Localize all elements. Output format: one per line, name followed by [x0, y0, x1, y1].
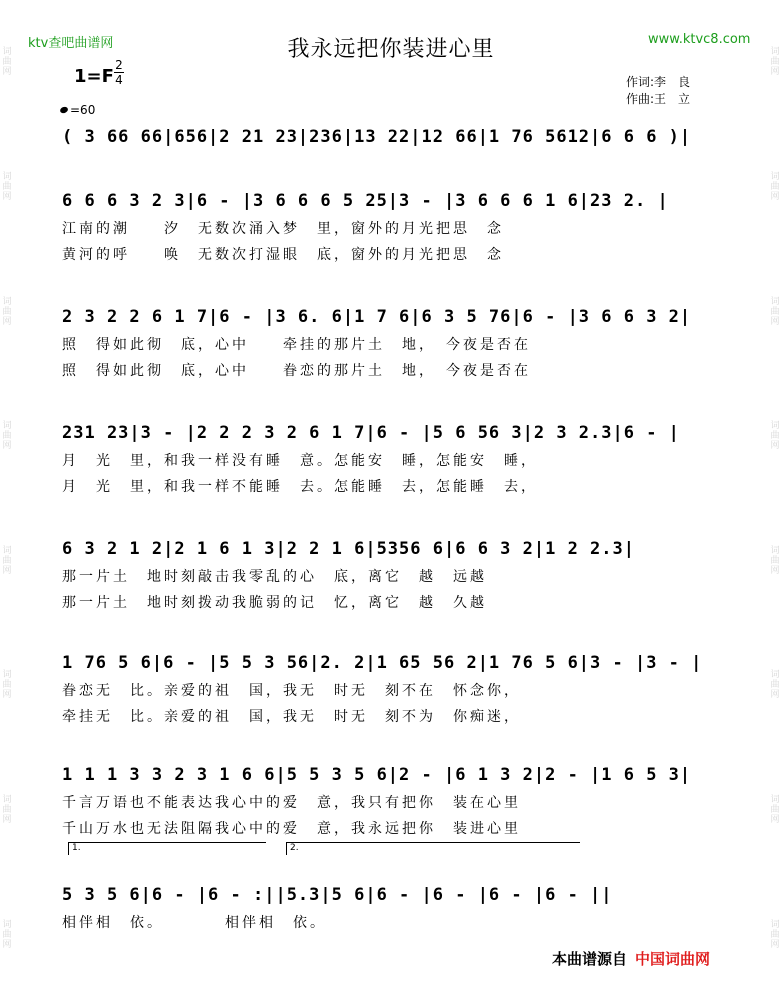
side-watermark: 词 曲 网 [2, 296, 12, 327]
notation-line: 1 1 1 3 3 2 3 1 6 6|5 5 3 5 6|2 - |6 1 3 2|2 - |1 6 5 3| [62, 765, 692, 785]
side-watermark: 词 曲 网 [770, 421, 780, 452]
lyric-line: 月 光 里，和我一样不能睡 去。怎能睡 去，怎能睡 去， [62, 479, 538, 495]
side-watermark: 词 曲 网 [2, 919, 12, 950]
site-watermark-right: www.ktvc8.com [648, 32, 751, 47]
time-signature [114, 58, 124, 87]
lyric-line: 牵挂无 比。亲爱的祖 国，我无 时无 刻不为 你痴迷， [62, 709, 521, 725]
side-watermark: 词 曲 网 [770, 296, 780, 327]
side-watermark: 词 曲 网 [770, 171, 780, 202]
lyric-line: 千山万水也无法阻隔我心中的爱 意，我永远把你 装进心里 [62, 821, 521, 837]
quarter-note-icon [59, 106, 69, 114]
source-label: 本曲谱源自 [552, 950, 628, 968]
lyricist: 作词:李 良 [626, 75, 691, 89]
lyric-line: 江南的潮 汐 无数次涌入梦 里，窗外的月光把思 念 [62, 221, 504, 237]
composer: 作曲:王 立 [626, 92, 691, 106]
tempo-marking [60, 103, 95, 117]
side-watermark: 词 曲 网 [2, 171, 12, 202]
side-watermark: 词 曲 网 [2, 795, 12, 826]
lyric-line: 月 光 里，和我一样没有睡 意。怎能安 睡，怎能安 睡， [62, 453, 538, 469]
side-watermark: 词 曲 网 [2, 545, 12, 576]
notation-line: 6 6 6 3 2 3|6 - |3 6 6 6 5 25|3 - |3 6 6 6 1 6|23 2. | [62, 191, 669, 211]
lyric-line: 照 得如此彻 底，心中 牵挂的那片土 地， 今夜是否在 [62, 337, 531, 353]
score-system [62, 534, 732, 616]
key-signature: 1=F [74, 66, 114, 87]
score-system [62, 186, 732, 268]
lyric-line: 相伴相 依。 相伴相 依。 [62, 915, 327, 931]
volta-bracket-2: 2. [286, 842, 580, 855]
notation-line: ( 3 66 66|656|2 21 23|236|13 22|12 66|1 76 5612|6 6 6 )| [62, 127, 692, 147]
time-sig-bottom: 4 [115, 73, 123, 87]
source-link[interactable]: 中国词曲网 [635, 950, 711, 968]
score-system [62, 302, 732, 384]
song-title: 我永远把你装进心里 [287, 37, 495, 62]
time-sig-top: 2 [115, 58, 123, 72]
notation-line: 5 3 5 6|6 - |6 - :||5.3|5 6|6 - |6 - |6 - |6 - || [62, 885, 613, 905]
side-watermark: 词 曲 网 [2, 421, 12, 452]
lyric-line: 黄河的呼 唤 无数次打湿眼 底，窗外的月光把思 念 [62, 247, 504, 263]
left-watermark-strip [0, 0, 14, 997]
credits [626, 74, 690, 108]
lyric-line: 那一片土 地时刻敲击我零乱的心 底，离它 越 远越 [62, 569, 487, 585]
notation-line: 6 3 2 1 2|2 1 6 1 3|2 2 1 6|5356 6|6 6 3 2|1 2 2.3| [62, 539, 635, 559]
score-system [62, 418, 732, 500]
side-watermark: 词 曲 网 [770, 545, 780, 576]
side-watermark: 词 曲 网 [770, 795, 780, 826]
side-watermark: 词 曲 网 [770, 47, 780, 78]
tempo-value: =60 [70, 103, 96, 117]
lyric-line: 千言万语也不能表达我心中的爱 意，我只有把你 装在心里 [62, 795, 521, 811]
side-watermark: 词 曲 网 [2, 47, 12, 78]
volta-bracket-1: 1. [68, 842, 266, 855]
lyric-line: 眷恋无 比。亲爱的祖 国，我无 时无 刻不在 怀念你， [62, 683, 521, 699]
site-watermark-left: ktv查吧曲谱网 [28, 36, 114, 51]
side-watermark: 词 曲 网 [770, 670, 780, 701]
notation-line: 2 3 2 2 6 1 7|6 - |3 6. 6|1 7 6|6 3 5 76|6 - |3 6 6 3 2| [62, 307, 692, 327]
score-system [62, 648, 732, 730]
lyric-line: 那一片土 地时刻拨动我脆弱的记 忆，离它 越 久越 [62, 595, 487, 611]
side-watermark: 词 曲 网 [2, 670, 12, 701]
notation-line: 231 23|3 - |2 2 2 3 2 6 1 7|6 - |5 6 56 3|2 3 2.3|6 - | [62, 423, 680, 443]
score-system [62, 880, 732, 936]
side-watermark: 词 曲 网 [770, 919, 780, 950]
right-watermark-strip [768, 0, 782, 997]
score-system [62, 760, 732, 842]
lyric-line: 照 得如此彻 底，心中 眷恋的那片土 地， 今夜是否在 [62, 363, 531, 379]
score-system [62, 122, 732, 152]
source-footer [552, 948, 710, 969]
notation-line: 1 76 5 6|6 - |5 5 3 56|2. 2|1 65 56 2|1 76 5 6|3 - |3 - | [62, 653, 703, 673]
